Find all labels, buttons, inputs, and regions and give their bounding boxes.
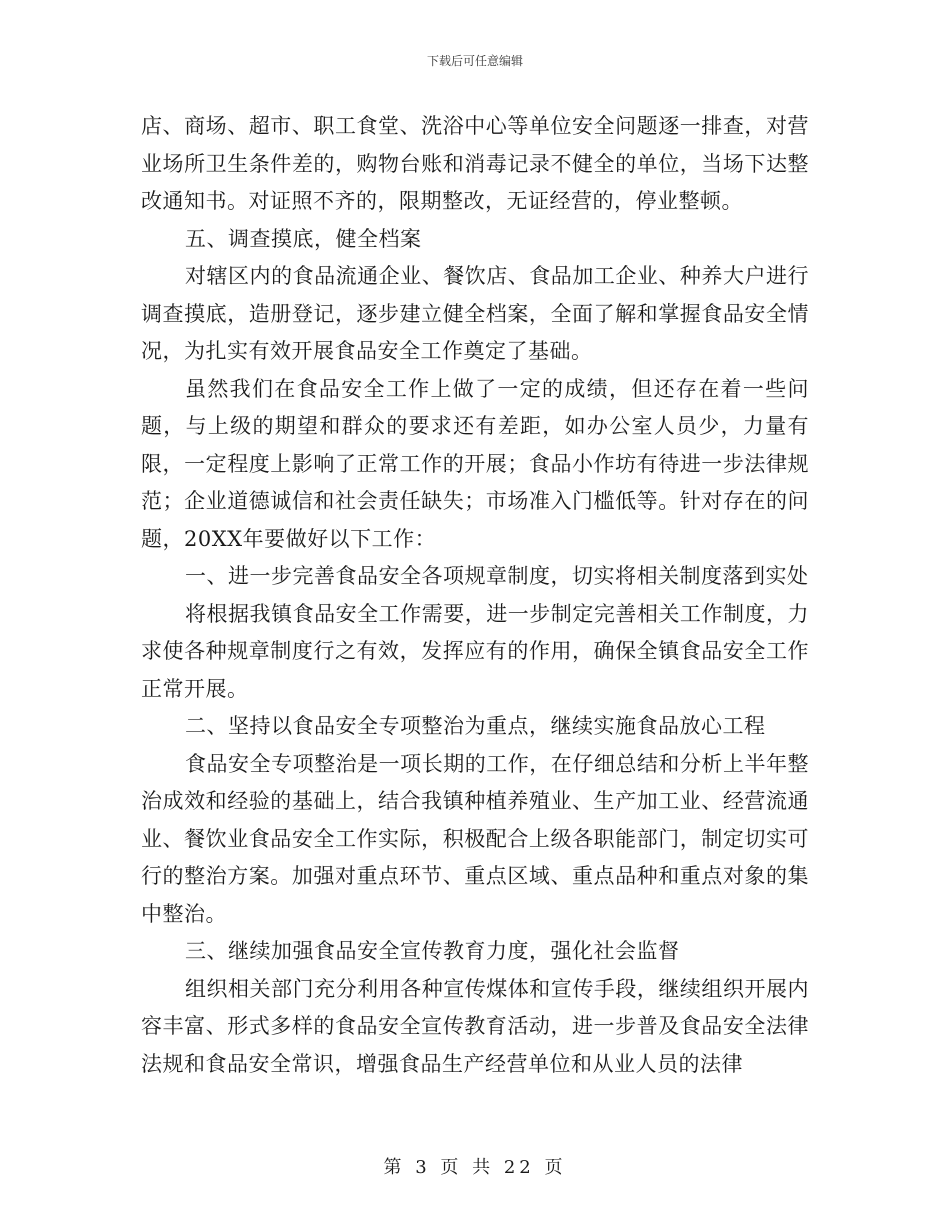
section-heading: 五、调查摸底，健全档案 [185,226,422,251]
page-footer: 第 3 页 共 22 页 [383,1157,567,1178]
paragraph: 虽然我们在食品安全工作上做了一定的成绩，但还存在着一些问题，与上级的期望和群众的要求还有差距，如办公室人员少，力量有限，一定程度上影响了正常工作的开展；食品小作坊有待进一步法律规范；企业道德诚信和社会责任缺失；市场准入门槛低等。针对存在的问题，20XX年要做好以下工作： [141,376,809,551]
paragraph: 店、商场、超市、职工食堂、洗浴中心等单位安全问题逐一排查，对营业场所卫生条件差的，购物台账和消毒记录不健全的单位，当场下达整改通知书。对证照不齐的，限期整改，无证经营的，停业整顿。 [141,114,809,213]
paragraph: 组织相关部门充分利用各种宣传煤体和宣传手段，继续组织开展内容丰富、形式多样的食品安全宣传教育活动，进一步普及食品安全法律法规和食品安全常识，增强食品生产经营单位和从业人员的法律 [141,976,809,1076]
page-header: 下载后可任意编辑 [426,54,523,68]
section-heading: 一、进一步完善食品安全各项规章制度，切实将相关制度落到实处 [185,564,809,588]
section-heading: 三、继续加强食品安全宣传教育力度，强化社会监督 [185,939,680,963]
paragraph: 将根据我镇食品安全工作需要，进一步制定完善相关工作制度，力求使各种规章制度行之有效，发挥应有的作用，确保全镇食品安全工作正常开展。 [141,601,809,701]
paragraph: 食品安全专项整治是一项长期的工作，在仔细总结和分析上半年整治成效和经验的基础上，结合我镇种植养殖业、生产加工业、经营流通业、餐饮业食品安全工作实际，积极配合上级各职能部门，制定切实可行的整治方案。加强对重点环节、重点区域、重点品种和重点对象的集中整治。 [141,751,809,926]
paragraph: 对辖区内的食品流通企业、餐饮店、食品加工企业、种养大户进行调查摸底，造册登记，逐步建立健全档案，全面了解和掌握食品安全情况，为扎实有效开展食品安全工作奠定了基础。 [141,264,809,363]
document-body [141,108,809,1083]
section-heading: 二、坚持以食品安全专项整治为重点，继续实施食品放心工程 [185,714,766,738]
